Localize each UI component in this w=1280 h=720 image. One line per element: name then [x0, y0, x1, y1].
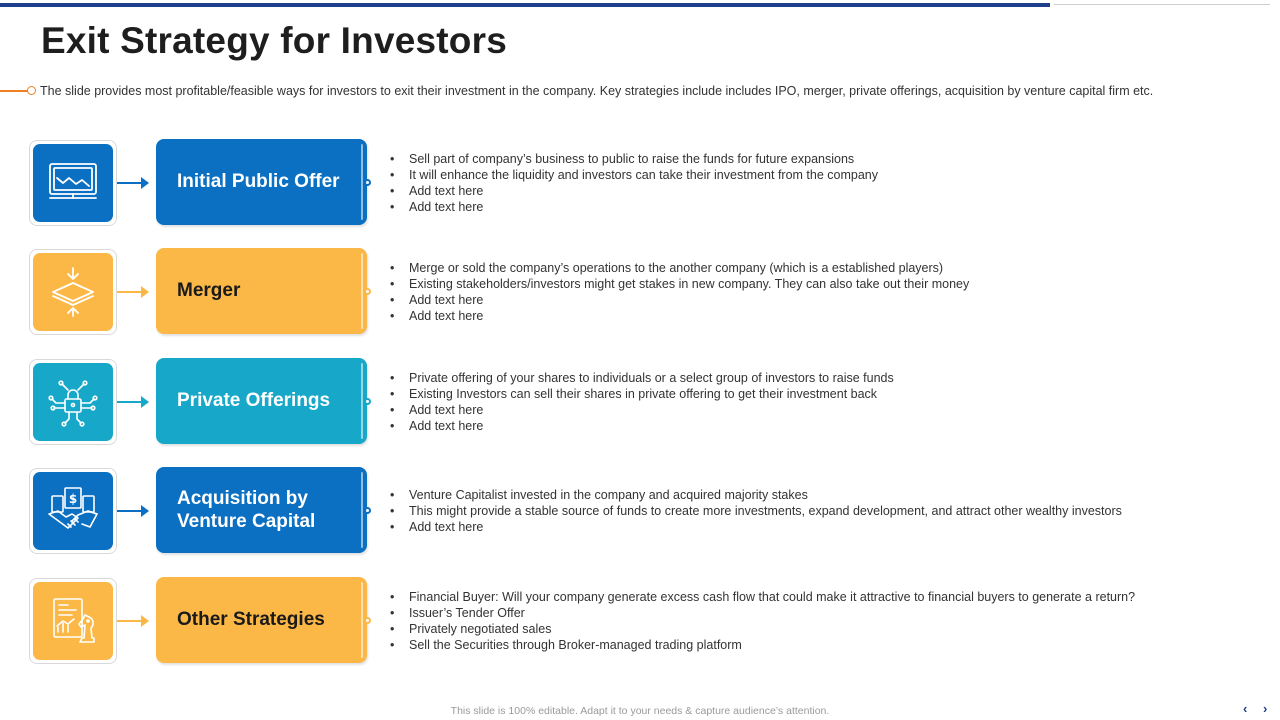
strategy-label — [156, 139, 367, 225]
bullet-list — [390, 260, 969, 324]
strategy-label-text: Initial Public Offer — [177, 171, 340, 193]
connector-dot — [364, 288, 371, 295]
strategy-row-ipo — [0, 139, 1280, 227]
bullet-item: • Merge or sold the company’s operations to the another company (which is a established players) — [390, 260, 969, 276]
strategy-row-other — [0, 577, 1280, 665]
top-accent-line — [1054, 4, 1270, 5]
bullet-item: • Issuer’s Tender Offer — [390, 605, 1135, 621]
layers-merge-icon — [33, 253, 113, 331]
bullet-item: • Financial Buyer: Will your company generate excess cash flow that could make it attractive to financial buyers to generate a return? — [390, 589, 1135, 605]
bullet-item: • Sell part of company’s business to public to raise the funds for future expansions — [390, 151, 878, 167]
bullet-item: • Privately negotiated sales — [390, 621, 1135, 637]
strategy-label — [156, 577, 367, 663]
connector-dot — [364, 617, 371, 624]
svg-text:$: $ — [68, 492, 78, 506]
arrow-connector — [117, 182, 147, 184]
strategy-row-acquisition — [0, 467, 1280, 555]
circuit-lock-icon — [33, 363, 113, 441]
strategy-label-text: Merger — [177, 280, 241, 302]
strategy-label — [156, 248, 367, 334]
connector-dot — [364, 507, 371, 514]
label-edge — [361, 363, 363, 439]
bullet-item: • Add text here — [390, 402, 894, 418]
prev-slide-button[interactable]: ‹ — [1243, 701, 1248, 716]
monitor-chart-icon — [33, 144, 113, 222]
bullet-item: • Add text here — [390, 418, 894, 434]
label-edge — [361, 472, 363, 548]
label-edge — [361, 582, 363, 658]
strategy-label-line: Venture Capital — [177, 511, 316, 532]
strategy-row-merger — [0, 248, 1280, 336]
connector-dot — [364, 398, 371, 405]
subtitle: The slide provides most profitable/feasible ways for investors to exit their investment in the company. Key strategies include includes IPO, merger, private offerings, acquisition by venture capital firm etc. — [40, 84, 1154, 98]
connector-dot — [364, 179, 371, 186]
bullet-item: • Existing stakeholders/investors might get stakes in new company. They can also take out their money — [390, 276, 969, 292]
strategy-chess-icon — [33, 582, 113, 660]
bullet-item: • Add text here — [390, 292, 969, 308]
next-slide-button[interactable]: › — [1263, 701, 1268, 716]
top-accent-bar — [0, 3, 1050, 7]
subtitle-accent-line — [0, 90, 28, 92]
bullet-item: • Existing Investors can sell their shares in private offering to get their investment back — [390, 386, 894, 402]
icon-frame — [29, 578, 117, 664]
arrow-connector — [117, 510, 147, 512]
icon-frame — [29, 249, 117, 335]
bullet-item: • Add text here — [390, 199, 878, 215]
arrow-connector — [117, 291, 147, 293]
footer-note: This slide is 100% editable. Adapt it to your needs & capture audience’s attention. — [450, 705, 830, 717]
bullet-list — [390, 589, 1135, 653]
bullet-list — [390, 487, 1122, 535]
subtitle-accent-dot — [27, 86, 36, 95]
strategy-label-line: Acquisition by — [177, 487, 308, 509]
bullet-item: • Sell the Securities through Broker-managed trading platform — [390, 637, 1135, 653]
arrow-connector — [117, 401, 147, 403]
handshake-money-icon — [33, 472, 113, 550]
bullet-item: • Add text here — [390, 519, 1122, 535]
strategy-label-text: Private Offerings — [177, 390, 331, 412]
strategy-label-text: Other Strategies — [177, 609, 325, 631]
bullet-list — [390, 151, 878, 215]
bullet-item: • Private offering of your shares to individuals or a select group of investors to raise funds — [390, 370, 894, 386]
strategy-label-text — [177, 487, 315, 533]
icon-frame — [29, 468, 117, 554]
bullet-item: • It will enhance the liquidity and investors can take their investment from the company — [390, 167, 878, 183]
icon-frame — [29, 359, 117, 445]
bullet-item: • Add text here — [390, 308, 969, 324]
bullet-item: • Add text here — [390, 183, 878, 199]
bullet-list — [390, 370, 894, 434]
icon-frame — [29, 140, 117, 226]
arrow-connector — [117, 620, 147, 622]
bullet-item: • Venture Capitalist invested in the company and acquired majority stakes — [390, 487, 1122, 503]
strategy-label — [156, 467, 367, 553]
bullet-item: • This might provide a stable source of funds to create more investments, expand development, and attract other wealthy investors — [390, 503, 1122, 519]
label-edge — [361, 253, 363, 329]
strategy-row-private-offerings — [0, 358, 1280, 446]
label-edge — [361, 144, 363, 220]
page-title: Exit Strategy for Investors — [41, 20, 507, 61]
strategy-label — [156, 358, 367, 444]
